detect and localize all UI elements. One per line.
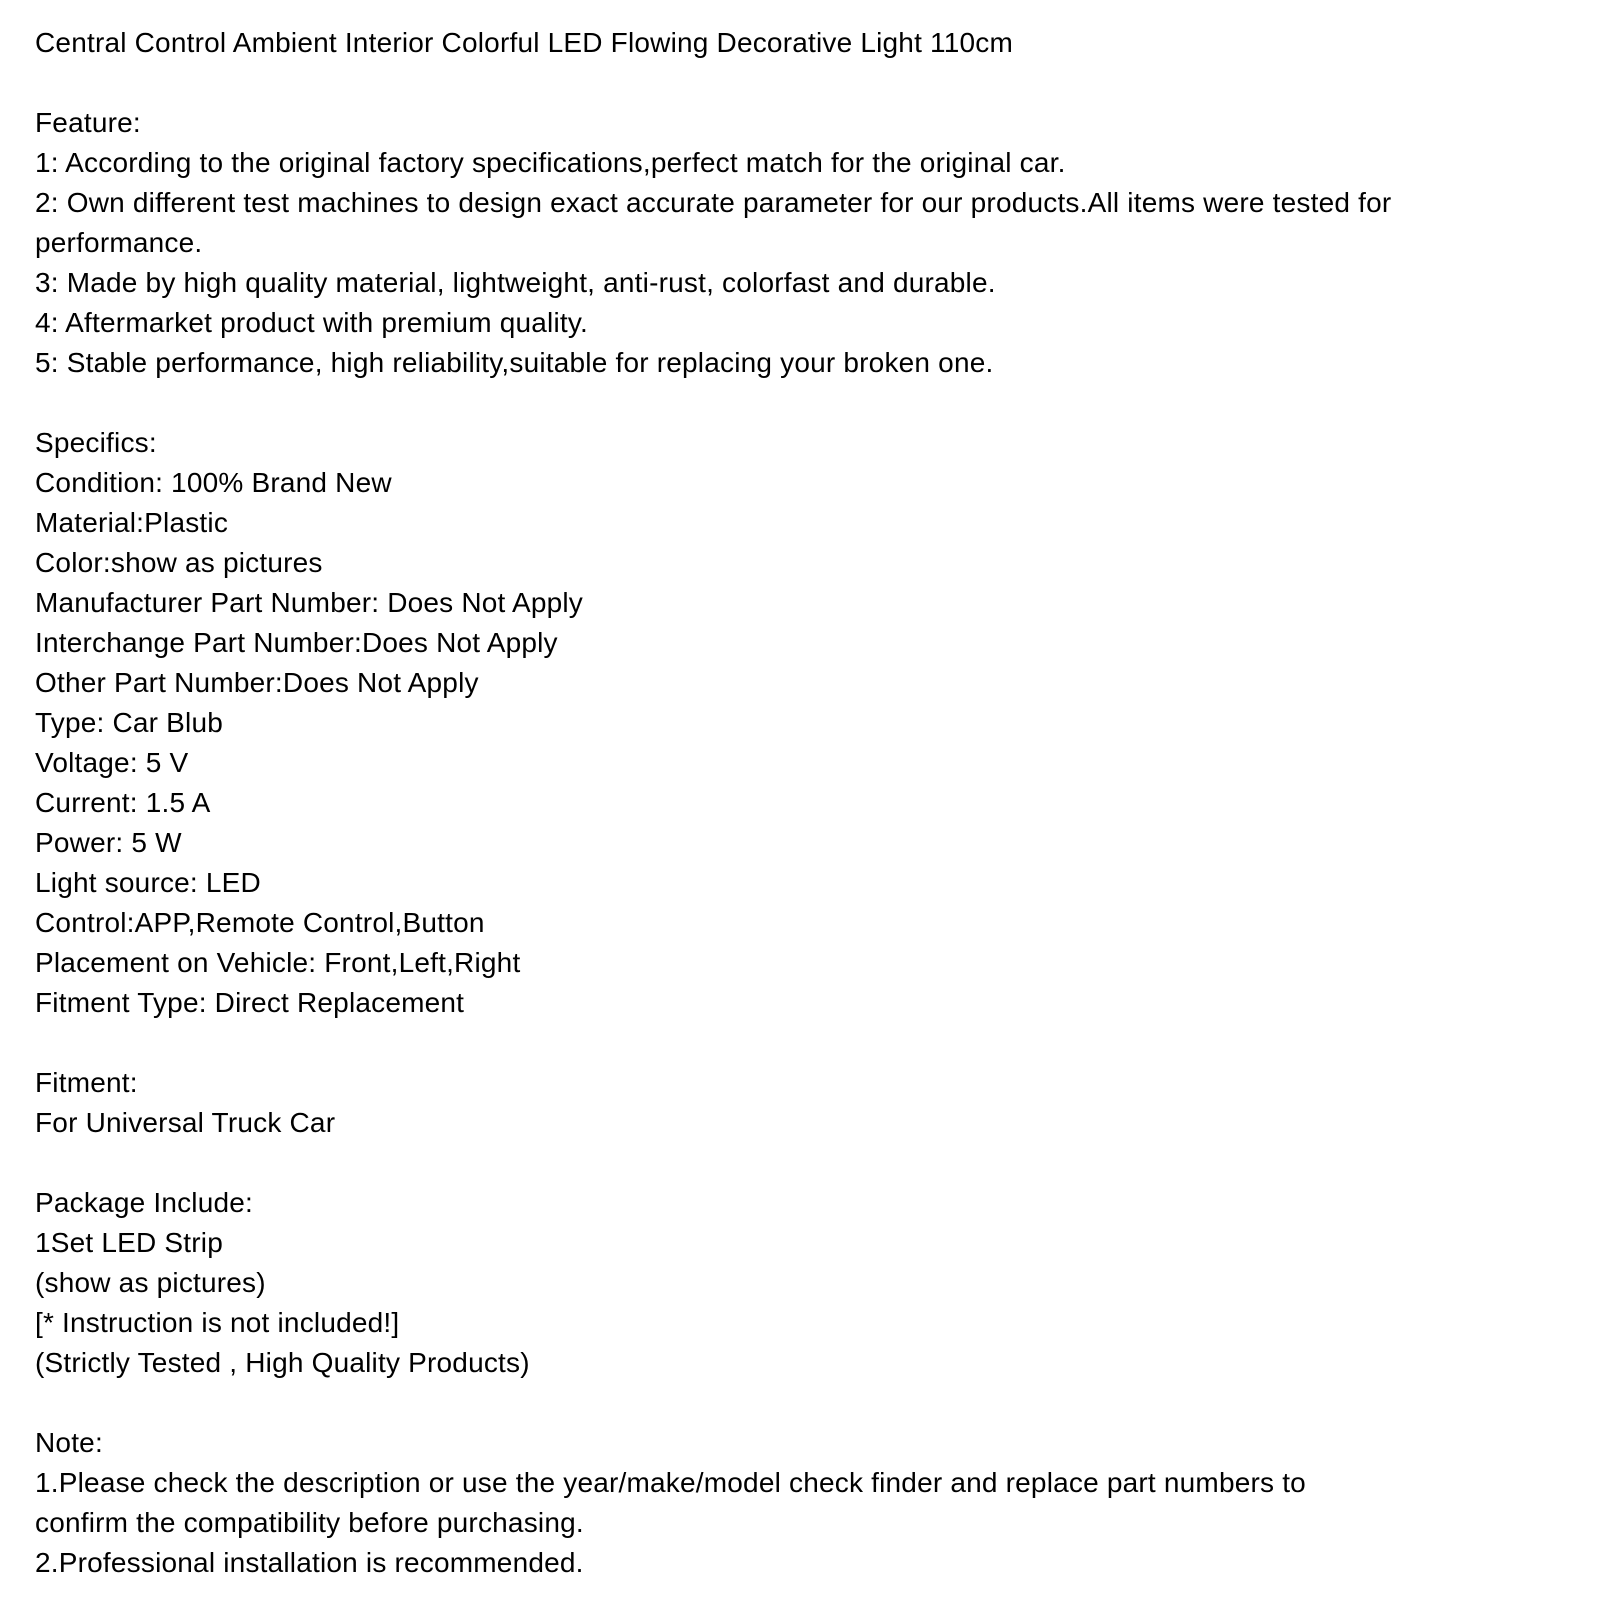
text-line: performance.: [35, 227, 203, 258]
text-line: Material:Plastic: [35, 507, 229, 538]
blank-line: [35, 1023, 1570, 1063]
description-text-block: [35, 23, 1570, 1583]
text-line: Other Part Number:Does Not Apply: [35, 667, 479, 698]
text-line: Current: 1.5 A: [35, 787, 211, 818]
text-line: Control:APP,Remote Control,Button: [35, 907, 485, 938]
text-line: For Universal Truck Car: [35, 1107, 336, 1138]
text-line: 2.Professional installation is recommended.: [35, 1547, 584, 1578]
text-line: Light source: LED: [35, 867, 261, 898]
text-line: 1: According to the original factory specifications,perfect match for the original car.: [35, 147, 1066, 178]
text-line: Power: 5 W: [35, 827, 182, 858]
text-line: Type: Car Blub: [35, 707, 223, 738]
text-line: Voltage: 5 V: [35, 747, 189, 778]
text-line: (show as pictures): [35, 1267, 266, 1298]
text-line: Manufacturer Part Number: Does Not Apply: [35, 587, 584, 618]
text-line: 1Set LED Strip: [35, 1227, 223, 1258]
text-line: (Strictly Tested , High Quality Products): [35, 1347, 530, 1378]
blank-line: [35, 383, 1570, 423]
text-line: Interchange Part Number:Does Not Apply: [35, 627, 558, 658]
text-line: [* Instruction is not included!]: [35, 1307, 400, 1338]
blank-line: [35, 1143, 1570, 1183]
section-heading-note: Note:: [35, 1427, 103, 1458]
section-heading-fitment: Fitment:: [35, 1067, 138, 1098]
blank-line: [35, 63, 1570, 103]
blank-line: [35, 1383, 1570, 1423]
text-line: Fitment Type: Direct Replacement: [35, 987, 465, 1018]
text-line: 4: Aftermarket product with premium quality.: [35, 307, 588, 338]
section-heading-package: Package Include:: [35, 1187, 254, 1218]
text-line: 5: Stable performance, high reliability,suitable for replacing your broken one.: [35, 347, 994, 378]
text-line: Condition: 100% Brand New: [35, 467, 392, 498]
text-line: 1.Please check the description or use the year/make/model check finder and replace part numbers to: [35, 1467, 1306, 1498]
section-heading-specifics: Specifics:: [35, 427, 157, 458]
section-heading-feature: Feature:: [35, 107, 141, 138]
text-line: Placement on Vehicle: Front,Left,Right: [35, 947, 521, 978]
text-line: 3: Made by high quality material, lightweight, anti-rust, colorfast and durable.: [35, 267, 996, 298]
page-title: Central Control Ambient Interior Colorful LED Flowing Decorative Light 110cm: [35, 27, 1014, 58]
text-line: Color:show as pictures: [35, 547, 323, 578]
text-line: 2: Own different test machines to design exact accurate parameter for our products.All items were tested for: [35, 187, 1392, 218]
text-line: confirm the compatibility before purchasing.: [35, 1507, 584, 1538]
